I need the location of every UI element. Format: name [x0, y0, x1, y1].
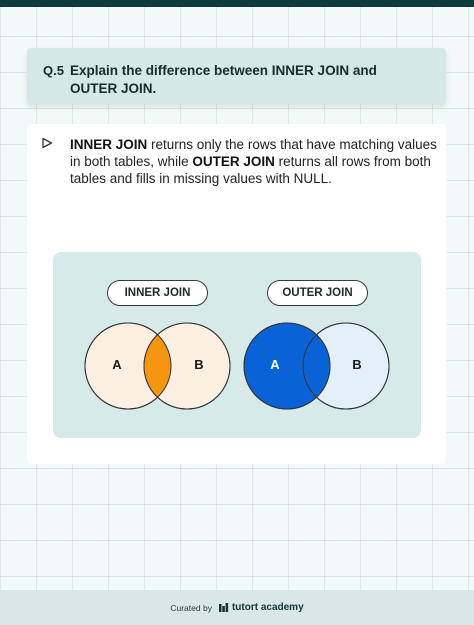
outer-join-title-pill — [267, 280, 368, 306]
inner-join-term: INNER JOIN — [70, 137, 148, 152]
outer-label-a: A — [270, 357, 280, 372]
footer-brand-name: tutort academy — [231, 602, 304, 613]
outer-label-b: B — [352, 357, 362, 372]
question-card — [27, 48, 446, 104]
footer-curated-by: Curated by — [170, 602, 212, 613]
top-accent-bar — [0, 0, 474, 7]
outer-join-term: OUTER JOIN — [192, 154, 275, 169]
inner-label-b: B — [194, 357, 204, 372]
answer-part-2: returns all rows from both tables and fills in missing values with NULL. — [70, 154, 431, 186]
inner-join-title: INNER JOIN — [124, 287, 191, 299]
question-number: Q.5 — [43, 63, 64, 78]
outer-join-venn-diagram — [243, 322, 393, 410]
inner-join-title-pill — [107, 280, 208, 306]
tutort-logo-icon — [218, 602, 229, 613]
answer-part-1: returns only the rows that have matching values in both tables, while — [70, 137, 437, 169]
footer-brand — [218, 602, 304, 613]
inner-label-a: A — [112, 357, 122, 372]
answer-text — [70, 136, 440, 187]
play-bullet-icon — [41, 137, 53, 149]
inner-join-venn-diagram — [83, 322, 233, 410]
footer — [0, 590, 474, 625]
answer-card — [27, 124, 446, 464]
question-text: Explain the difference between INNER JOIN and OUTER JOIN. — [70, 63, 377, 96]
join-diagram-panel — [53, 252, 421, 438]
outer-join-title: OUTER JOIN — [282, 287, 353, 299]
